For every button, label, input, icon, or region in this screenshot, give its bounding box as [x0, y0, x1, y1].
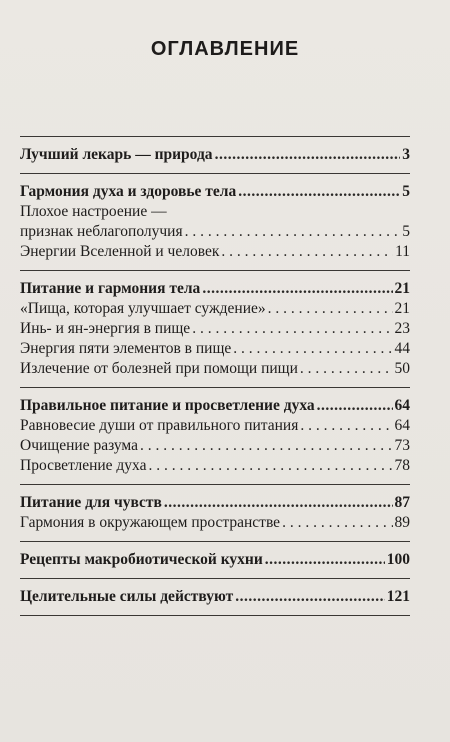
toc-entry-label: Питание для чувств [20, 494, 162, 511]
toc-page-number: 87 [394, 494, 410, 511]
toc-entry-label: Гармония в окружающем пространстве [20, 514, 281, 531]
toc-subentry[interactable] [20, 513, 410, 533]
table-of-contents [20, 136, 410, 616]
toc-page-number: 121 [386, 588, 410, 605]
toc-page-number: 64 [394, 417, 410, 434]
dot-leader [185, 222, 401, 242]
toc-page-number: 64 [394, 397, 410, 414]
dot-leader [300, 359, 393, 379]
toc-entry-label: Очищение разума [20, 437, 138, 454]
toc-subentry[interactable] [20, 202, 410, 222]
dot-leader [233, 339, 392, 359]
toc-subentry[interactable] [20, 222, 410, 242]
toc-entry-label: «Пища, которая улучшает суждение» [20, 300, 266, 317]
toc-subentry[interactable] [20, 339, 410, 359]
toc-subentry[interactable] [20, 416, 410, 436]
toc-entry-label: Гармония духа и здоровье тела [20, 183, 237, 200]
toc-chapter-entry[interactable] [20, 182, 410, 202]
dot-leader [221, 242, 393, 262]
toc-subentry[interactable] [20, 359, 410, 379]
section-divider [20, 270, 410, 271]
dot-leader [192, 319, 392, 339]
toc-chapter-entry[interactable] [20, 396, 410, 416]
toc-page-number: 21 [394, 280, 410, 297]
toc-page-number: 89 [394, 514, 410, 531]
dot-leader [317, 396, 393, 416]
toc-entry-label: Излечение от болезней при помощи пищи [20, 360, 298, 377]
dot-leader [215, 145, 401, 165]
section-divider [20, 173, 410, 174]
toc-entry-label: Плохое настроение — [20, 203, 167, 220]
toc-page-number: 21 [394, 300, 410, 317]
toc-subentry[interactable] [20, 319, 410, 339]
toc-page-number: 100 [386, 551, 410, 568]
toc-subentry[interactable] [20, 436, 410, 456]
dot-leader [140, 436, 393, 456]
toc-entry-label: Рецепты макробиотической кухни [20, 551, 263, 568]
toc-entry-label: Целительные силы действуют [20, 588, 234, 605]
toc-chapter-entry[interactable] [20, 279, 410, 299]
dot-leader [300, 416, 392, 436]
section-divider [20, 578, 410, 579]
toc-subentry[interactable] [20, 242, 410, 262]
dot-leader [265, 550, 385, 570]
toc-chapter-entry[interactable] [20, 145, 410, 165]
toc-page-number: 78 [394, 457, 410, 474]
toc-entry-label: Правильное питание и просветление духа [20, 397, 315, 414]
dot-leader [235, 587, 385, 607]
section-divider [20, 387, 410, 388]
section-divider [20, 484, 410, 485]
toc-chapter-entry[interactable] [20, 493, 410, 513]
toc-page-number: 23 [394, 320, 410, 337]
toc-page-number: 44 [394, 340, 410, 357]
page-title: ОГЛАВЛЕНИЕ [150, 38, 300, 60]
toc-chapter-entry[interactable] [20, 550, 410, 570]
section-divider [20, 541, 410, 542]
toc-entry-label: Равновесие души от правильного питания [20, 417, 299, 434]
toc-entry-label: Лучший лекарь — природа [20, 146, 213, 163]
toc-entry-label: Энергия пяти элементов в пище [20, 340, 232, 357]
toc-page-number: 5 [402, 183, 410, 200]
toc-page-number: 3 [402, 146, 410, 163]
dot-leader [202, 279, 392, 299]
toc-page-number: 50 [394, 360, 410, 377]
toc-subentry[interactable] [20, 456, 410, 476]
toc-entry-label: Энергии Вселенной и человек [20, 243, 220, 260]
section-divider [20, 136, 410, 137]
toc-entry-label: Просветление духа [20, 457, 147, 474]
toc-page-number: 11 [395, 243, 410, 260]
dot-leader [164, 493, 393, 513]
toc-page-number: 73 [394, 437, 410, 454]
dot-leader [282, 513, 392, 533]
dot-leader [148, 456, 392, 476]
toc-page-number: 5 [402, 223, 410, 240]
section-divider [20, 615, 410, 616]
toc-entry-label: признак неблагополучия [20, 223, 183, 240]
dot-leader [268, 299, 393, 319]
toc-entry-label: Инь- и ян-энергия в пище [20, 320, 191, 337]
dot-leader [238, 182, 400, 202]
toc-entry-label: Питание и гармония тела [20, 280, 201, 297]
toc-chapter-entry[interactable] [20, 587, 410, 607]
toc-subentry[interactable] [20, 299, 410, 319]
